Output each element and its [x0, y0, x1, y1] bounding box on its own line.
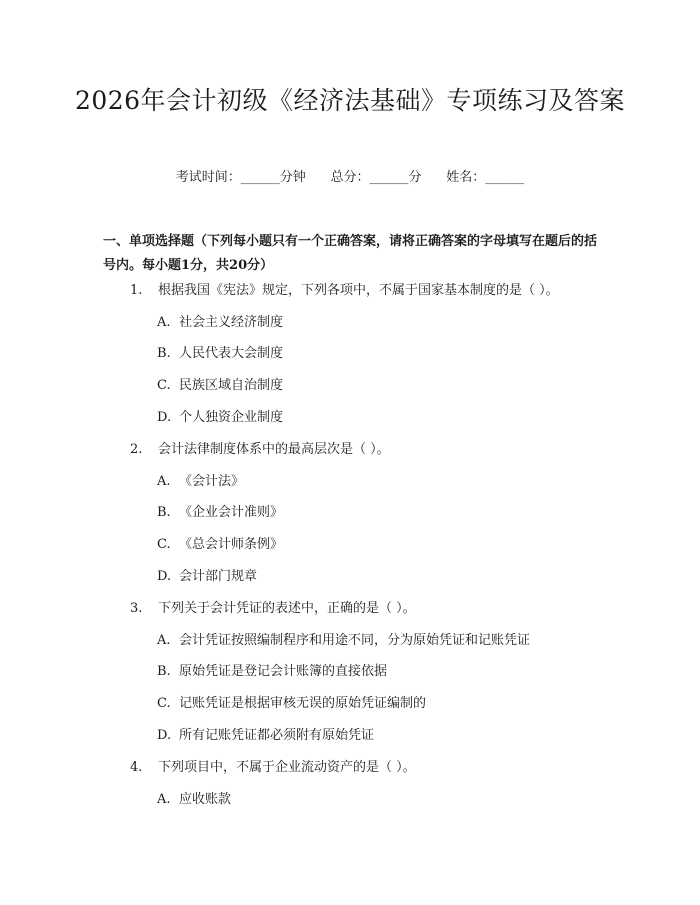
option-letter: C.: [157, 537, 171, 552]
option-text: 《会计法》: [179, 474, 245, 489]
option-letter: B.: [157, 505, 171, 520]
question-4: [130, 758, 416, 778]
question-3: [130, 599, 416, 619]
option-text: 民族区域自治制度: [179, 378, 284, 393]
question-1-option-a: [157, 313, 283, 333]
option-text: 《总会计师条例》: [179, 537, 284, 552]
question-2-option-d: [157, 567, 257, 587]
option-letter: D.: [157, 410, 172, 425]
option-text: 应收账款: [179, 792, 232, 807]
option-text: 个人独资企业制度: [179, 410, 284, 425]
question-text: 会计法律制度体系中的最高层次是（ ）。: [158, 442, 390, 457]
document-title: 2026年会计初级《经济法基础》专项练习及答案: [74, 86, 626, 115]
question-3-option-a: [157, 631, 530, 651]
question-1-option-b: [157, 344, 283, 364]
option-letter: B.: [157, 346, 171, 361]
option-letter: A.: [157, 474, 171, 489]
question-1-option-d: [157, 408, 283, 428]
exam-info-line: 考试时间：______分钟 总分：______分 姓名：______: [175, 170, 525, 185]
question-3-option-d: [157, 726, 374, 746]
question-number: 3.: [130, 601, 143, 616]
question-text: 下列项目中，不属于企业流动资产的是（ ）。: [158, 760, 416, 775]
option-text: 所有记账凭证都必须附有原始凭证: [179, 728, 375, 743]
question-1: [130, 281, 559, 301]
option-letter: C.: [157, 696, 171, 711]
option-text: 会计部门规章: [179, 569, 258, 584]
question-2-option-a: [157, 472, 244, 492]
question-2-option-b: [157, 503, 283, 523]
option-text: 记账凭证是根据审核无误的原始凭证编制的: [179, 696, 427, 711]
question-4-option-a: [157, 790, 231, 810]
question-text: 下列关于会计凭证的表述中，正确的是（ ）。: [158, 601, 416, 616]
question-number: 4.: [130, 760, 143, 775]
question-number: 2.: [130, 442, 143, 457]
question-text: 根据我国《宪法》规定，下列各项中，不属于国家基本制度的是（ ）。: [158, 283, 559, 298]
option-letter: C.: [157, 378, 171, 393]
question-3-option-c: [157, 694, 426, 714]
section-heading: 一、单项选择题（下列每小题只有一个正确答案，请将正确答案的字母填写在题后的括号内。每小题1分，共20分）: [103, 234, 598, 273]
option-letter: A.: [157, 315, 171, 330]
option-letter: A.: [157, 633, 171, 648]
option-text: 社会主义经济制度: [179, 315, 284, 330]
option-letter: A.: [157, 792, 171, 807]
question-1-option-c: [157, 376, 283, 396]
option-text: 会计凭证按照编制程序和用途不同，分为原始凭证和记账凭证: [179, 633, 531, 648]
option-letter: D.: [157, 569, 172, 584]
question-2: [130, 440, 390, 460]
question-2-option-c: [157, 535, 283, 555]
option-letter: D.: [157, 728, 172, 743]
option-letter: B.: [157, 664, 171, 679]
option-text: 人民代表大会制度: [179, 346, 284, 361]
question-number: 1.: [130, 283, 143, 298]
option-text: 《企业会计准则》: [179, 505, 284, 520]
question-3-option-b: [157, 662, 387, 682]
option-text: 原始凭证是登记会计账簿的直接依据: [179, 664, 388, 679]
